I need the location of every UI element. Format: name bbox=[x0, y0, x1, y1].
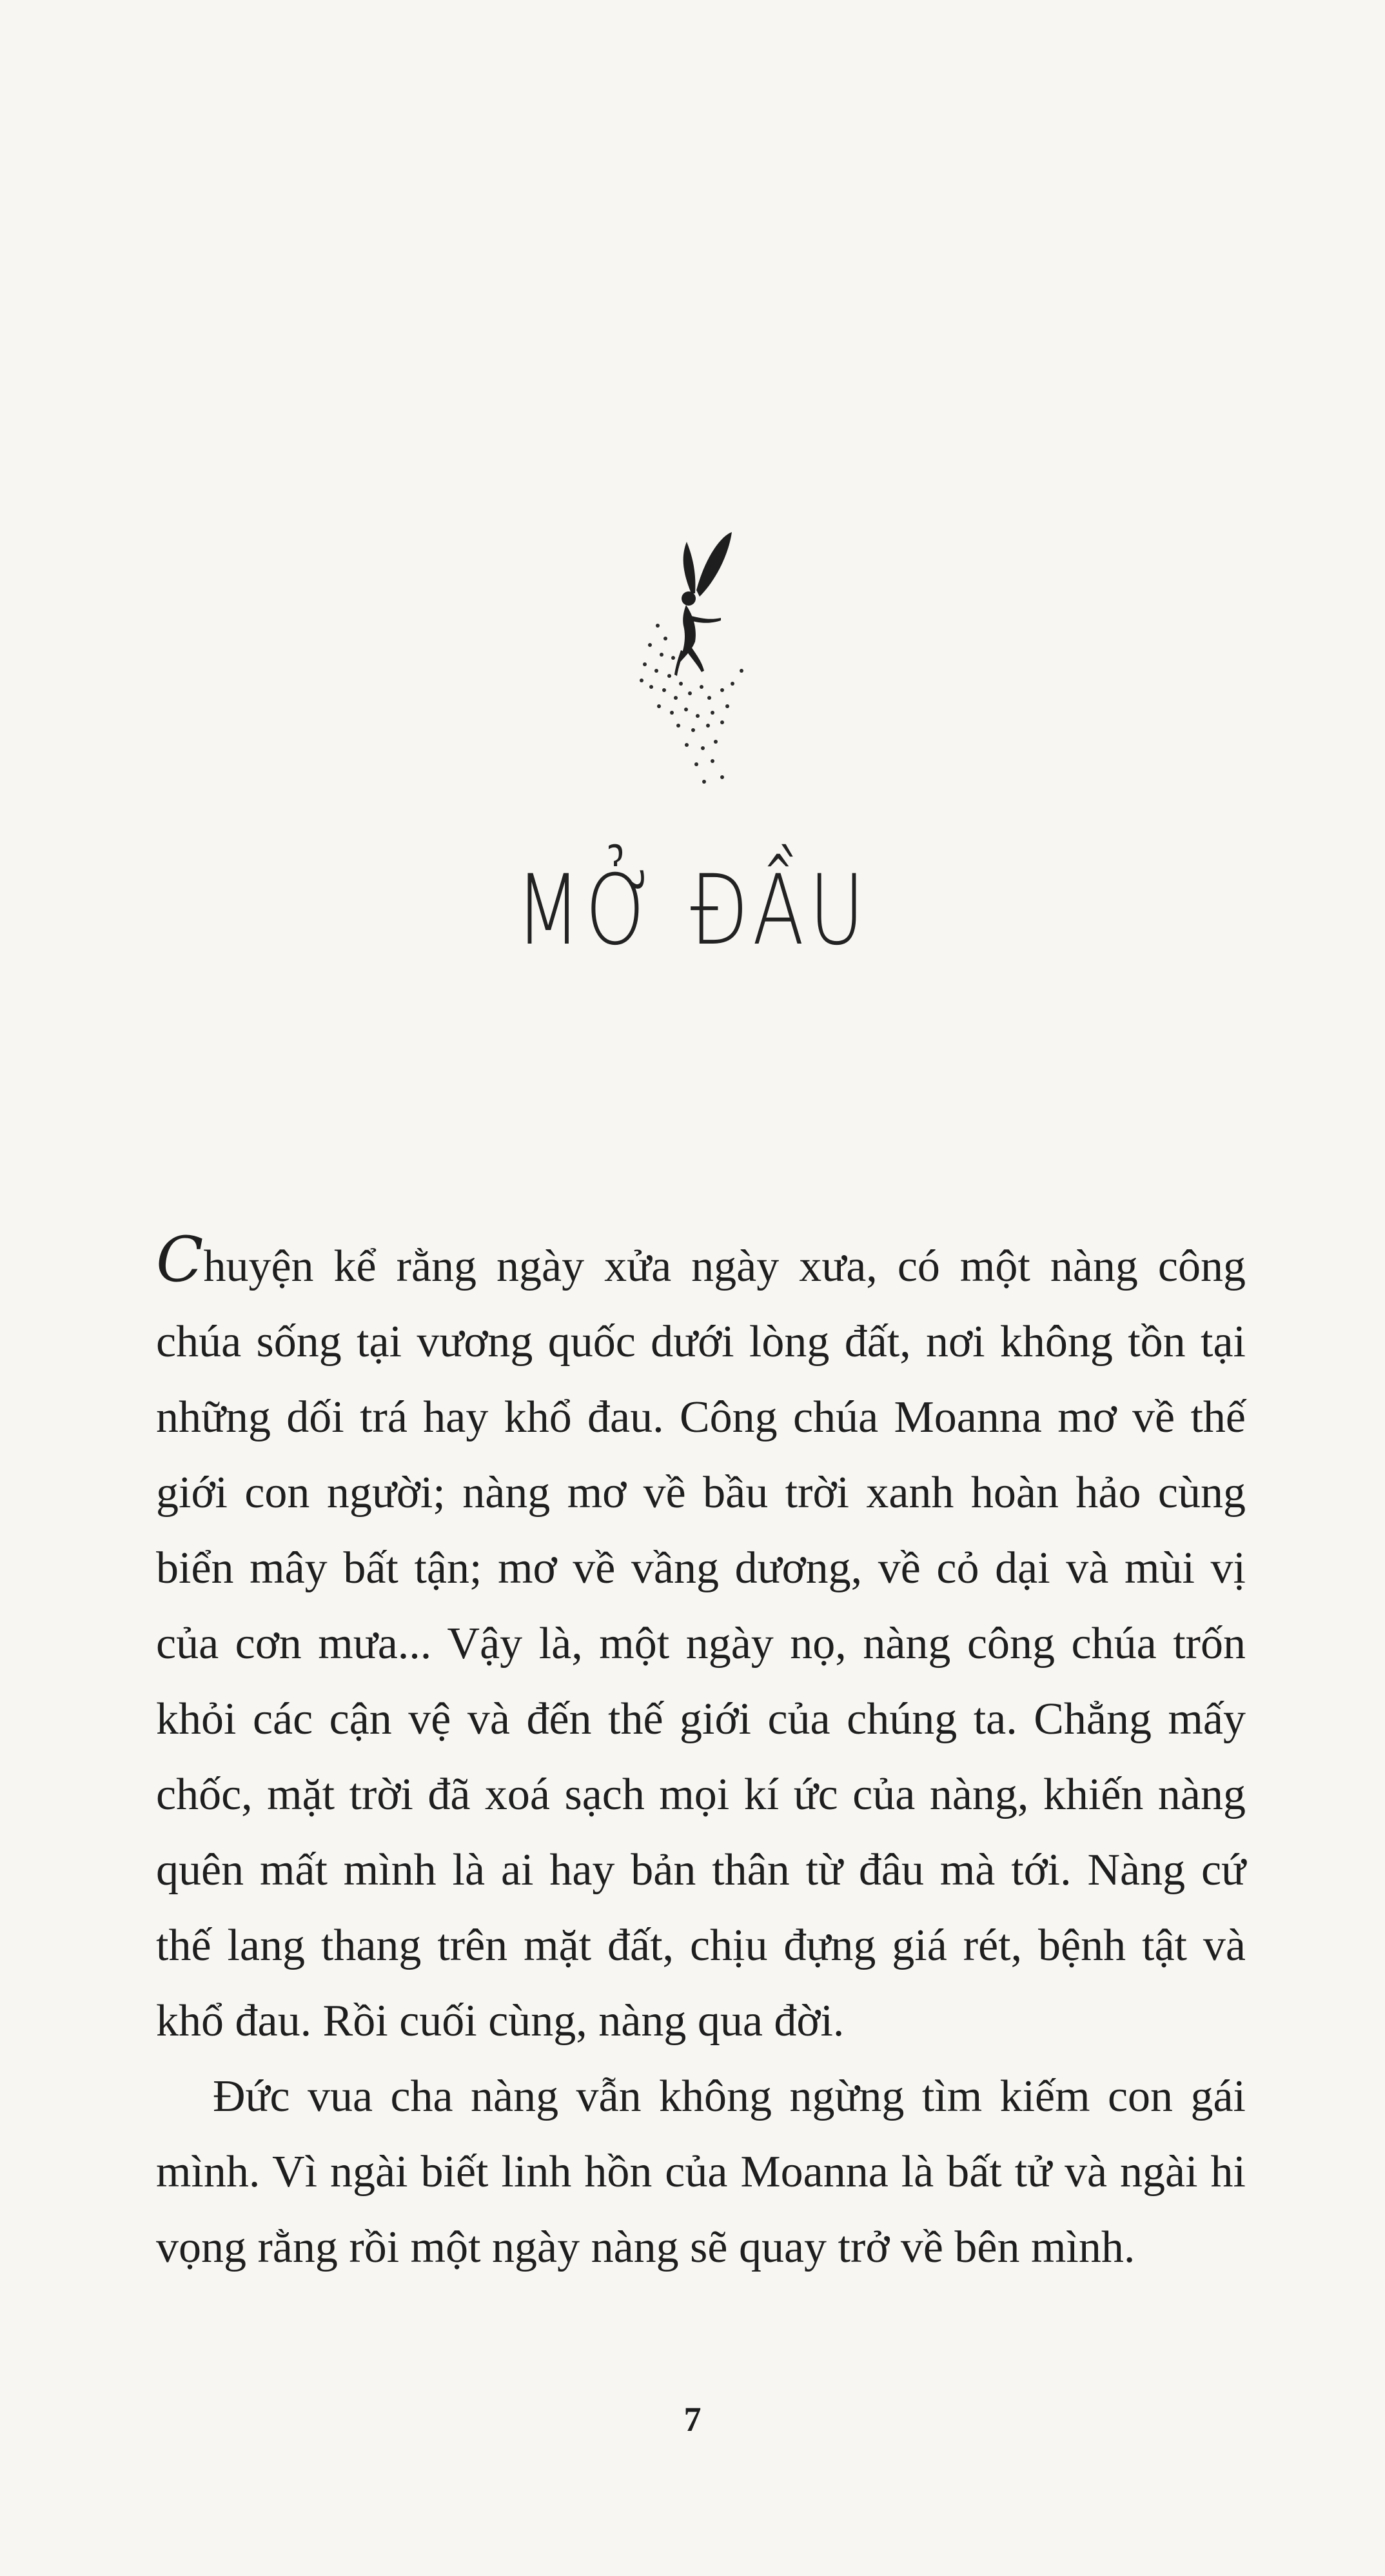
fairy-illustration-icon bbox=[619, 529, 774, 800]
paragraph-1-text: huyện kể rằng ngày xửa ngày xưa, có một nàng công chúa sống tại vương quốc dưới lòng đất, nơi không tồn tại những dối trá hay khổ đau. Công chúa Moanna mơ về thế giới con người; nàng mơ về bầu trời xanh hoàn hảo cùng biển mây bất tận; mơ về vầng dương, về cỏ dại và mùi vị của cơn mưa... Vậy là, một ngày nọ, nàng công chúa trốn khỏi các cận vệ và đến thế giới của chúng ta. Chẳng mấy chốc, mặt trời đã xoá sạch mọi kí ức của nàng, khiến nàng quên mất mình là ai hay bản thân từ đâu mà tới. Nàng cứ thế lang thang trên mặt đất, chịu đựng giá rét, bệnh tật và khổ đau. Rồi cuối cùng, nàng qua đời. bbox=[156, 1242, 1246, 2046]
paragraph-1 bbox=[156, 1224, 1246, 2059]
drop-cap: C bbox=[156, 1224, 204, 1296]
page-number: 7 bbox=[683, 2400, 702, 2439]
chapter-body bbox=[156, 1224, 1246, 2285]
paragraph-2: Đức vua cha nàng vẫn không ngừng tìm kiếm con gái mình. Vì ngài biết linh hồn của Moanna là bất tử và ngài hi vọng rằng rồi một ngày nàng sẽ quay trở về bên mình. bbox=[156, 2072, 1246, 2272]
chapter-title: MỞ ĐẦU bbox=[515, 855, 870, 967]
